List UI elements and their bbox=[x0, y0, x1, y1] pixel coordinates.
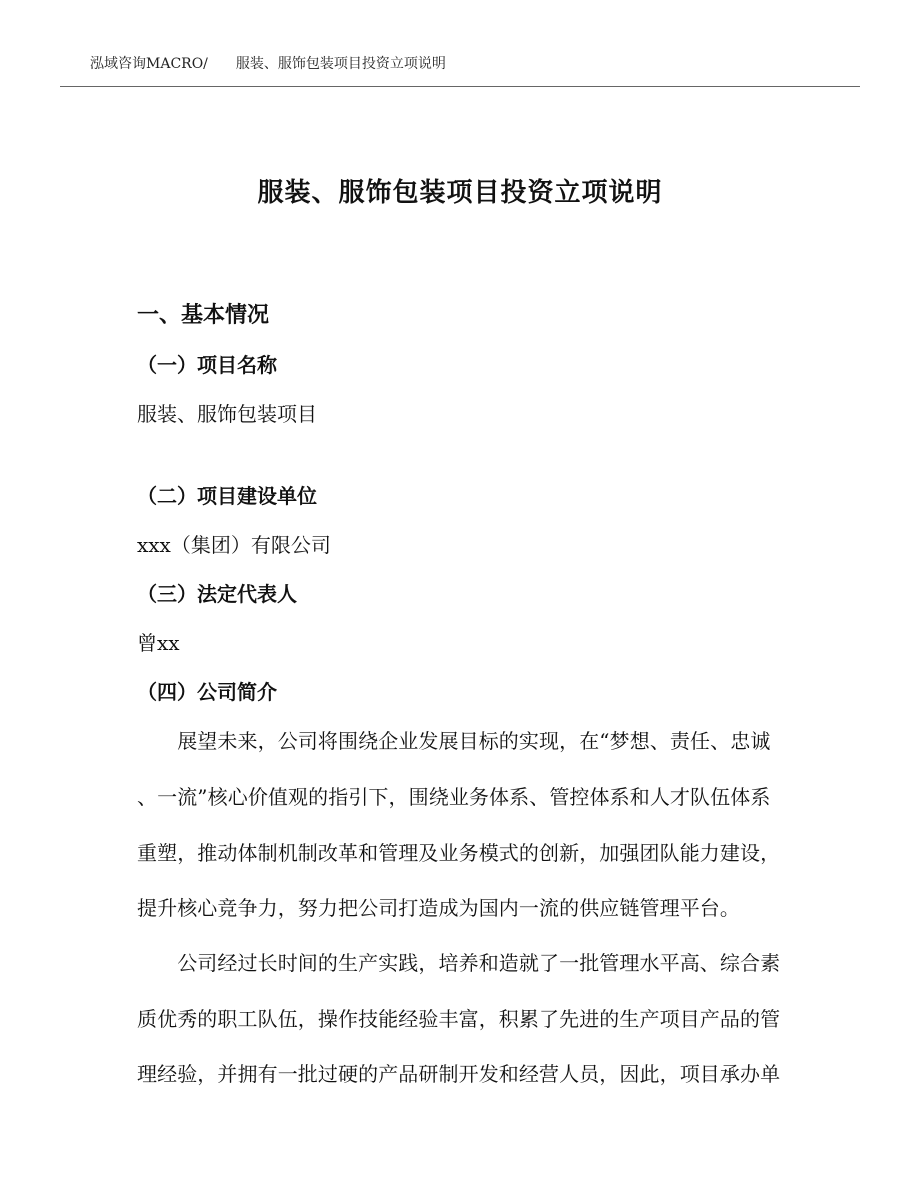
legal-rep: 曾xx bbox=[137, 631, 180, 655]
document-title: 服装、服饰包装项目投资立项说明 bbox=[257, 178, 663, 208]
paragraph-line: 提升核心竞争力，努力把公司打造成为国内一流的供应链管理平台。 bbox=[137, 896, 740, 920]
paragraph-line: 理经验，并拥有一批过硬的产品研制开发和经营人员，因此，项目承办单 bbox=[137, 1062, 781, 1086]
section-heading: 一、基本情况 bbox=[137, 302, 270, 328]
project-name: 服装、服饰包装项目 bbox=[137, 402, 317, 426]
construction-unit: xxx（集团）有限公司 bbox=[137, 533, 331, 557]
paragraph-line: 公司经过长时间的生产实践，培养和造就了一批管理水平高、综合素 bbox=[137, 951, 781, 975]
subheading-legal-rep: （三）法定代表人 bbox=[137, 582, 297, 606]
header-divider bbox=[60, 86, 860, 87]
paragraph-line: 、一流”核心价值观的指引下，围绕业务体系、管控体系和人才队伍体系 bbox=[137, 785, 771, 809]
header-source: 泓域咨询MACRO/ bbox=[90, 56, 208, 72]
paragraph-line: 质优秀的职工队伍，操作技能经验丰富，积累了先进的生产项目产品的管 bbox=[137, 1007, 781, 1031]
header-doc-title: 服装、服饰包装项目投资立项说明 bbox=[235, 56, 446, 72]
subheading-project-name: （一）项目名称 bbox=[137, 353, 277, 377]
subheading-company-intro: （四）公司简介 bbox=[137, 680, 277, 704]
subheading-construction-unit: （二）项目建设单位 bbox=[137, 484, 317, 508]
page-header bbox=[90, 53, 446, 73]
paragraph-line: 展望未来，公司将围绕企业发展目标的实现，在“梦想、责任、忠诚 bbox=[137, 729, 771, 753]
paragraph-line: 重塑，推动体制机制改革和管理及业务模式的创新，加强团队能力建设， bbox=[137, 841, 781, 865]
